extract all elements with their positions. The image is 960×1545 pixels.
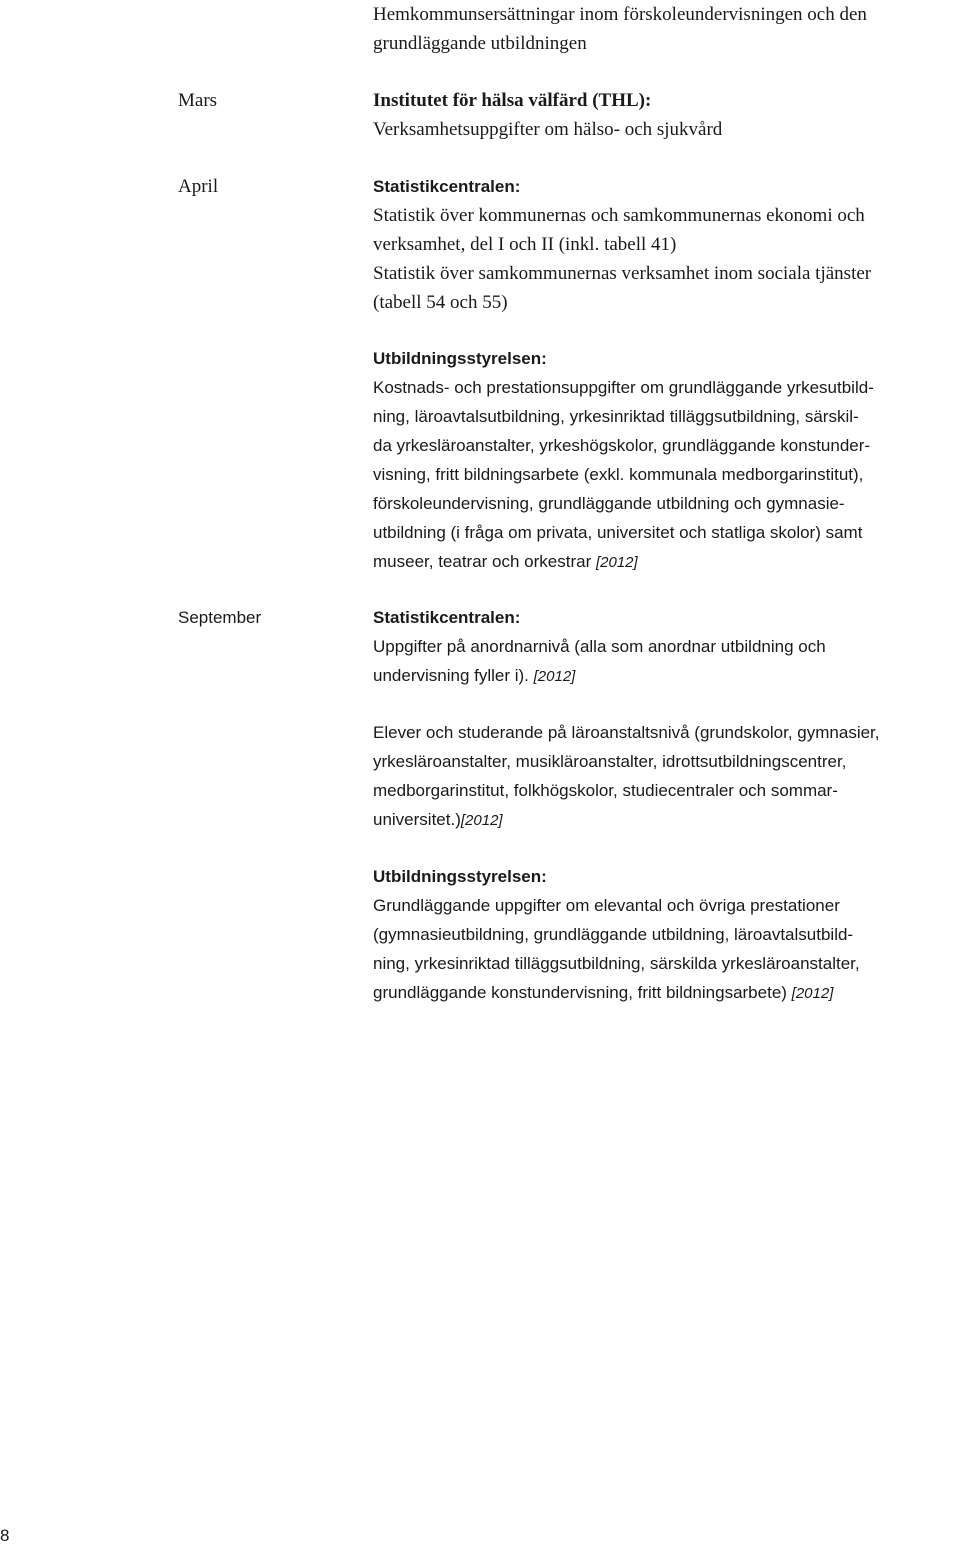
- heading-line-1: Hemkommunsersättningar inom förskoleundervisningen och den: [373, 4, 867, 25]
- entry-line: Elever och studerande på läroanstaltsnivå (grundskolor, gymnasier,: [373, 723, 880, 742]
- entry-line: Kostnads- och prestationsuppgifter om grundläggande yrkesutbild-: [373, 378, 874, 397]
- entry-line: (tabell 54 och 55): [373, 292, 508, 313]
- month-mars: Mars: [178, 90, 218, 111]
- entry-utbildningsstyrelsen-2: [373, 862, 953, 1008]
- entry-line-text: universitet.): [373, 810, 461, 829]
- entry-line: Statistik över kommunernas och samkommunernas ekonomi och: [373, 205, 865, 226]
- entry-organization: Utbildningsstyrelsen:: [373, 867, 547, 886]
- entry-organization: Statistikcentralen:: [373, 177, 521, 196]
- heading-line-2: grundläggande utbildningen: [373, 33, 587, 54]
- entry-line: ning, läroavtalsutbildning, yrkesinriktad tilläggsutbildning, särskil-: [373, 407, 859, 426]
- entry-utbildningsstyrelsen-1: [373, 344, 953, 577]
- entry-line: förskoleundervisning, grundläggande utbildning och gymnasie-: [373, 494, 845, 513]
- entry-line-text: grundläggande konstundervisning, fritt bildningsarbete): [373, 983, 792, 1002]
- entry-line-last: [373, 978, 953, 1008]
- entry-statistikcentralen-september: [373, 603, 953, 691]
- entry-line: Grundläggande uppgifter om elevantal och övriga prestationer: [373, 896, 840, 915]
- year-tag: [2012]: [533, 668, 576, 685]
- year-tag: [2012]: [791, 985, 834, 1002]
- entry-organization: Utbildningsstyrelsen:: [373, 349, 547, 368]
- entry-line: Verksamhetsuppgifter om hälso- och sjukvård: [373, 119, 723, 140]
- entry-line-last: [373, 805, 953, 835]
- page-heading: [373, 0, 953, 58]
- entry-line-last: [373, 661, 953, 691]
- month-april: April: [178, 176, 219, 197]
- year-tag: [2012]: [595, 554, 638, 571]
- page-number: 8: [0, 1526, 10, 1545]
- entry-line: utbildning (i fråga om privata, universitet och statliga skolor) samt: [373, 523, 863, 542]
- year-tag: [2012]: [460, 812, 503, 829]
- entry-line-text: museer, teatrar och orkestrar: [373, 552, 596, 571]
- entry-line: medborgarinstitut, folkhögskolor, studiecentraler och sommar-: [373, 781, 838, 800]
- entry-line: yrkesläroanstalter, musikläroanstalter, idrottsutbildningscentrer,: [373, 752, 847, 771]
- entry-organization: Institutet för hälsa välfärd (THL):: [373, 90, 652, 111]
- entry-line: da yrkesläroanstalter, yrkeshögskolor, grundläggande konstunder-: [373, 436, 871, 455]
- entry-elever-och-studerande: [373, 718, 953, 835]
- entry-organization: Statistikcentralen:: [373, 608, 521, 627]
- entry-line: verksamhet, del I och II (inkl. tabell 41): [373, 234, 677, 255]
- entry-line: visning, fritt bildningsarbete (exkl. kommunala medborgarinstitut),: [373, 465, 864, 484]
- entry-line: (gymnasieutbildning, grundläggande utbildning, läroavtalsutbild-: [373, 925, 854, 944]
- entry-thl: [373, 86, 953, 144]
- entry-line: ning, yrkesinriktad tilläggsutbildning, särskilda yrkesläroanstalter,: [373, 954, 860, 973]
- entry-line-last: [373, 547, 953, 577]
- month-september: September: [178, 608, 262, 627]
- entry-statistikcentralen-april: [373, 172, 953, 317]
- entry-line-text: undervisning fyller i).: [373, 666, 534, 685]
- entry-line: Uppgifter på anordnarnivå (alla som anordnar utbildning och: [373, 637, 826, 656]
- entry-line: Statistik över samkommunernas verksamhet inom sociala tjänster: [373, 263, 872, 284]
